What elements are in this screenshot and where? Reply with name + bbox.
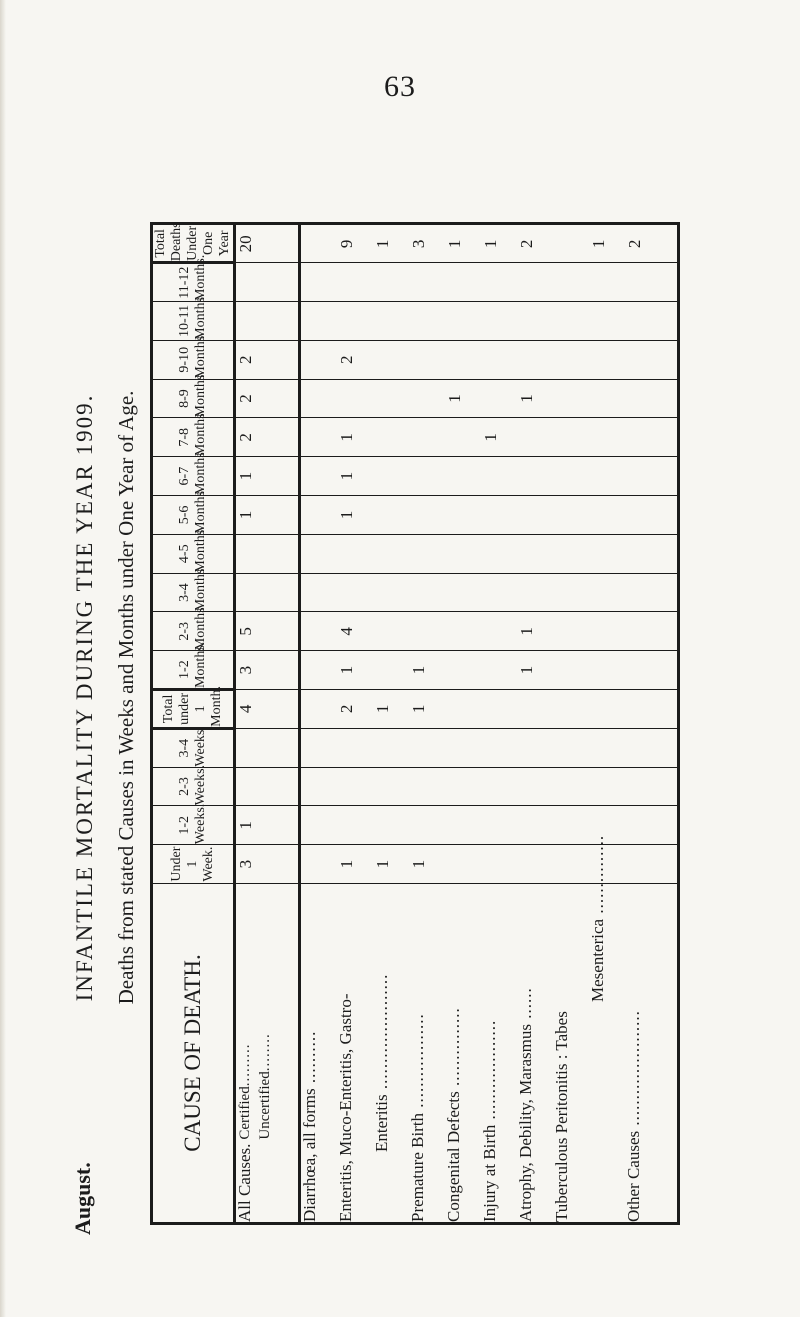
table-cell: [373, 263, 409, 302]
table-cell: [409, 457, 445, 496]
table-cell: [300, 418, 338, 457]
table-cell: [625, 302, 679, 341]
table-cell: 2: [337, 340, 373, 379]
rotated-page-content: [70, 160, 680, 1235]
table-row: [481, 224, 517, 1224]
table-cell: [373, 612, 409, 651]
table-cell: [625, 418, 679, 457]
table-cell: [235, 534, 300, 573]
table-cell: 3: [235, 845, 300, 884]
table-cell: [445, 573, 481, 612]
table-cell: 1: [235, 496, 300, 535]
age-header: 10-11 Months.: [152, 302, 235, 341]
age-header: 11-12 Months.: [152, 263, 235, 302]
cause-label-cell: [481, 884, 517, 1224]
table-cell: [300, 379, 338, 418]
age-header: 5-6 Months.: [152, 496, 235, 535]
table-cell: [409, 263, 445, 302]
table-cell: [445, 457, 481, 496]
age-header: 9-10 Months.: [152, 340, 235, 379]
table-cell: [373, 534, 409, 573]
cause-column-header: CAUSE OF DEATH.: [152, 884, 235, 1224]
table-cell: 5: [235, 612, 300, 651]
dot-leader: .........: [237, 1043, 254, 1087]
table-cell: [553, 728, 589, 767]
table-cell: [445, 418, 481, 457]
table-cell: [445, 496, 481, 535]
age-header: 8-9 Months.: [152, 379, 235, 418]
table-cell: [481, 534, 517, 573]
dot-leader: ...................: [480, 1019, 500, 1125]
table-cell: [553, 612, 589, 651]
table-cell: [625, 496, 679, 535]
dot-leader: ...............: [444, 1007, 464, 1092]
table-row: [445, 224, 481, 1224]
table-cell: [300, 457, 338, 496]
table-cell: [625, 263, 679, 302]
table-cell: [409, 612, 445, 651]
cause-label: Tuberculous Peritonitis : Tabes: [552, 1011, 572, 1222]
table-cell: [409, 728, 445, 767]
table-cell: [373, 767, 409, 806]
table-cell: [373, 418, 409, 457]
table-cell: [625, 379, 679, 418]
age-header: 3-4 Weeks.: [152, 728, 235, 767]
table-cell: [481, 302, 517, 341]
table-cell: [300, 263, 338, 302]
table-row: [517, 224, 553, 1224]
table-cell: [337, 728, 373, 767]
all-causes-label: All Causes.: [235, 1143, 255, 1222]
table-cell: 1: [337, 845, 373, 884]
cause-label-cell: [373, 884, 409, 1224]
table-cell: [625, 340, 679, 379]
table-cell: [373, 302, 409, 341]
table-cell: [625, 612, 679, 651]
table-cell: 1: [373, 224, 409, 263]
table-cell: [481, 573, 517, 612]
table-row: [625, 224, 679, 1224]
dot-leader: ..................: [408, 1013, 428, 1113]
table-cell: [553, 457, 589, 496]
table-cell: 1: [409, 651, 445, 690]
cause-label-cell: [409, 884, 445, 1224]
table-cell: [481, 612, 517, 651]
table-cell: 1: [337, 651, 373, 690]
table-cell: 1: [373, 690, 409, 729]
table-cell: 1: [481, 418, 517, 457]
table-cell: 2: [235, 340, 300, 379]
scan-edge: [0, 0, 6, 1317]
age-header: Total under 1 Month.: [152, 690, 235, 729]
table-cell: [409, 379, 445, 418]
table-cell: [409, 418, 445, 457]
table-cell: 1: [409, 690, 445, 729]
all-causes-label-cell: [235, 884, 300, 1224]
table-cell: [300, 612, 338, 651]
cause-label-cell: [517, 884, 553, 1224]
table-cell: [553, 340, 589, 379]
table-cell: 1: [517, 612, 553, 651]
table-cell: [553, 690, 589, 729]
age-header: 7-8 Months.: [152, 418, 235, 457]
table-cell: [553, 573, 589, 612]
table-cell: [373, 340, 409, 379]
dot-leader: ......................: [372, 973, 392, 1095]
table-cell: [300, 534, 338, 573]
table-cell: 3: [235, 651, 300, 690]
dot-leader: ........: [256, 1033, 273, 1072]
table-cell: [409, 534, 445, 573]
table-cell: [337, 302, 373, 341]
table-cell: [235, 302, 300, 341]
cause-label: Premature Birth: [408, 1112, 428, 1222]
table-cell: [589, 302, 625, 341]
table-cell: 1: [481, 224, 517, 263]
table-cell: [517, 302, 553, 341]
table-cell: [553, 302, 589, 341]
table-cell: 1: [589, 224, 625, 263]
table-cell: [337, 534, 373, 573]
table-cell: [481, 806, 517, 845]
table-cell: [553, 418, 589, 457]
table-cell: [445, 263, 481, 302]
dot-leader: ......: [516, 987, 536, 1024]
table-cell: [589, 379, 625, 418]
table-cell: [625, 806, 679, 845]
mortality-table: [150, 222, 680, 1225]
page-title: INFANTILE MORTALITY DURING THE YEAR 1909.: [72, 393, 97, 1002]
table-cell: [373, 457, 409, 496]
table-cell: [517, 263, 553, 302]
table-cell: 20: [235, 224, 300, 263]
table-cell: [445, 728, 481, 767]
table-cell: [553, 379, 589, 418]
table-cell: [373, 728, 409, 767]
cause-label: Diarrhœa, all forms: [300, 1088, 320, 1222]
age-header: 2-3 Weeks.: [152, 767, 235, 806]
table-cell: [409, 767, 445, 806]
table-cell: [625, 767, 679, 806]
age-header: 2-3 Months.: [152, 612, 235, 651]
table-row: [589, 224, 625, 1224]
cause-label: Atrophy, Debility, Marasmus: [516, 1024, 536, 1222]
table-cell: [589, 651, 625, 690]
age-header: 6-7 Months.: [152, 457, 235, 496]
table-cell: [445, 340, 481, 379]
table-cell: [481, 651, 517, 690]
table-cell: [553, 845, 589, 884]
table-cell: 1: [337, 457, 373, 496]
table-cell: [625, 728, 679, 767]
table-cell: [337, 806, 373, 845]
certification-lines: [236, 1033, 275, 1143]
table-cell: [625, 573, 679, 612]
table-cell: 1: [235, 457, 300, 496]
table-cell: [235, 573, 300, 612]
table-cell: [553, 651, 589, 690]
cause-label-cell: [553, 884, 589, 1224]
table-cell: [445, 612, 481, 651]
table-cell: [445, 651, 481, 690]
table-cell: [517, 728, 553, 767]
table-cell: [337, 379, 373, 418]
table-row: [409, 224, 445, 1224]
table-cell: 1: [445, 379, 481, 418]
table-cell: [553, 263, 589, 302]
table-cell: 4: [337, 612, 373, 651]
certified-label: Certified: [237, 1086, 254, 1140]
table-cell: [300, 573, 338, 612]
table-cell: [481, 690, 517, 729]
table-cell: [337, 263, 373, 302]
table-cell: [589, 457, 625, 496]
table-cell: [481, 767, 517, 806]
cause-label-cell: [337, 884, 373, 1224]
table-cell: [625, 845, 679, 884]
table-cell: 1: [337, 418, 373, 457]
cause-label-cell: [300, 884, 338, 1224]
table-row: [337, 224, 373, 1224]
table-cell: 1: [517, 651, 553, 690]
age-header: 3-4 Months.: [152, 573, 235, 612]
table-cell: [409, 340, 445, 379]
table-cell: [625, 651, 679, 690]
table-cell: 1: [373, 845, 409, 884]
table-cell: [589, 418, 625, 457]
table-cell: 2: [625, 224, 679, 263]
table-cell: [481, 340, 517, 379]
cause-label-cell: [625, 884, 679, 1224]
table-cell: [481, 263, 517, 302]
cause-label: Injury at Birth: [480, 1124, 500, 1222]
cause-label: Enteritis: [372, 1094, 392, 1152]
cause-label: Enteritis, Muco-Enteritis, Gastro-: [336, 993, 356, 1222]
table-cell: [625, 457, 679, 496]
cause-label: Congenital Defects: [444, 1091, 464, 1222]
table-cell: [337, 767, 373, 806]
table-cell: [517, 340, 553, 379]
page-number: 63: [384, 70, 416, 103]
table-cell: [589, 690, 625, 729]
cause-rows: [300, 224, 679, 1224]
table-cell: [589, 612, 625, 651]
table-cell: [373, 573, 409, 612]
table-cell: [409, 496, 445, 535]
cause-label: Other Causes: [624, 1130, 644, 1222]
table-cell: [517, 457, 553, 496]
table-cell: [373, 496, 409, 535]
table-cell: [481, 845, 517, 884]
table-cell: [625, 690, 679, 729]
table-cell: 1: [517, 379, 553, 418]
table-cell: [445, 806, 481, 845]
table-cell: [300, 340, 338, 379]
table-cell: [373, 379, 409, 418]
table-cell: [517, 690, 553, 729]
age-header: Total Deaths Under One Year: [152, 224, 235, 263]
table-cell: [373, 651, 409, 690]
age-header: 1-2 Months.: [152, 651, 235, 690]
month-label: August.: [70, 1162, 95, 1235]
table-cell: [589, 534, 625, 573]
table-cell: [300, 767, 338, 806]
table-cell: 2: [235, 418, 300, 457]
table-row: [373, 224, 409, 1224]
table-cell: 9: [337, 224, 373, 263]
table-cell: [553, 224, 589, 263]
table-cell: [300, 690, 338, 729]
table-cell: [553, 767, 589, 806]
table-cell: [517, 534, 553, 573]
table-cell: [409, 806, 445, 845]
table-header-row: [152, 224, 235, 1224]
cause-label: Mesenterica: [588, 918, 608, 1002]
page-subtitle: Deaths from stated Causes in Weeks and Months under One Year of Age.: [114, 390, 138, 1005]
cause-label-cell: [445, 884, 481, 1224]
table-cell: [517, 845, 553, 884]
table-cell: [300, 845, 338, 884]
table-cell: [300, 806, 338, 845]
table-cell: [300, 651, 338, 690]
table-cell: [589, 496, 625, 535]
table-cell: [517, 496, 553, 535]
table-cell: [409, 302, 445, 341]
table-cell: [481, 496, 517, 535]
table-cell: [517, 418, 553, 457]
table-cell: [300, 302, 338, 341]
table-cell: 1: [445, 224, 481, 263]
table-cell: [481, 457, 517, 496]
dot-leader: ...............: [588, 834, 608, 919]
table-cell: [589, 263, 625, 302]
table-cell: [589, 728, 625, 767]
table-cell: 1: [337, 496, 373, 535]
table-cell: [589, 340, 625, 379]
age-header: 1-2 Weeks.: [152, 806, 235, 845]
table-cell: [445, 767, 481, 806]
table-cell: 1: [409, 845, 445, 884]
table-cell: [300, 224, 338, 263]
uncertified-label: Uncertified: [256, 1071, 273, 1140]
table-cell: [300, 496, 338, 535]
table-cell: [235, 263, 300, 302]
table-cell: 2: [337, 690, 373, 729]
table-cell: [445, 845, 481, 884]
table-cell: 2: [517, 224, 553, 263]
table-cell: [337, 573, 373, 612]
dot-leader: ..........: [300, 1030, 320, 1089]
table-cell: [409, 573, 445, 612]
cause-label-cell: [588, 834, 625, 1224]
table-cell: [300, 728, 338, 767]
table-cell: [481, 379, 517, 418]
table-cell: [235, 767, 300, 806]
table-cell: 2: [235, 379, 300, 418]
table-cell: [589, 573, 625, 612]
age-header: Under 1 Week.: [152, 845, 235, 884]
table-cell: 4: [235, 690, 300, 729]
table-row: [300, 224, 338, 1224]
table-cell: [517, 806, 553, 845]
table-cell: [553, 534, 589, 573]
all-causes-row: [235, 224, 300, 1224]
table-cell: [517, 573, 553, 612]
table-cell: [553, 806, 589, 845]
table-cell: [589, 767, 625, 806]
table-cell: [445, 534, 481, 573]
table-cell: [445, 690, 481, 729]
table-cell: [517, 767, 553, 806]
table-cell: [235, 728, 300, 767]
table-cell: [373, 806, 409, 845]
table-cell: [445, 302, 481, 341]
age-header: 4-5 Months.: [152, 534, 235, 573]
table-cell: 1: [235, 806, 300, 845]
table-cell: [481, 728, 517, 767]
table-cell: 3: [409, 224, 445, 263]
table-cell: [625, 534, 679, 573]
dot-leader: ......................: [624, 1010, 644, 1131]
table-cell: [553, 496, 589, 535]
table-row: [553, 224, 589, 1224]
